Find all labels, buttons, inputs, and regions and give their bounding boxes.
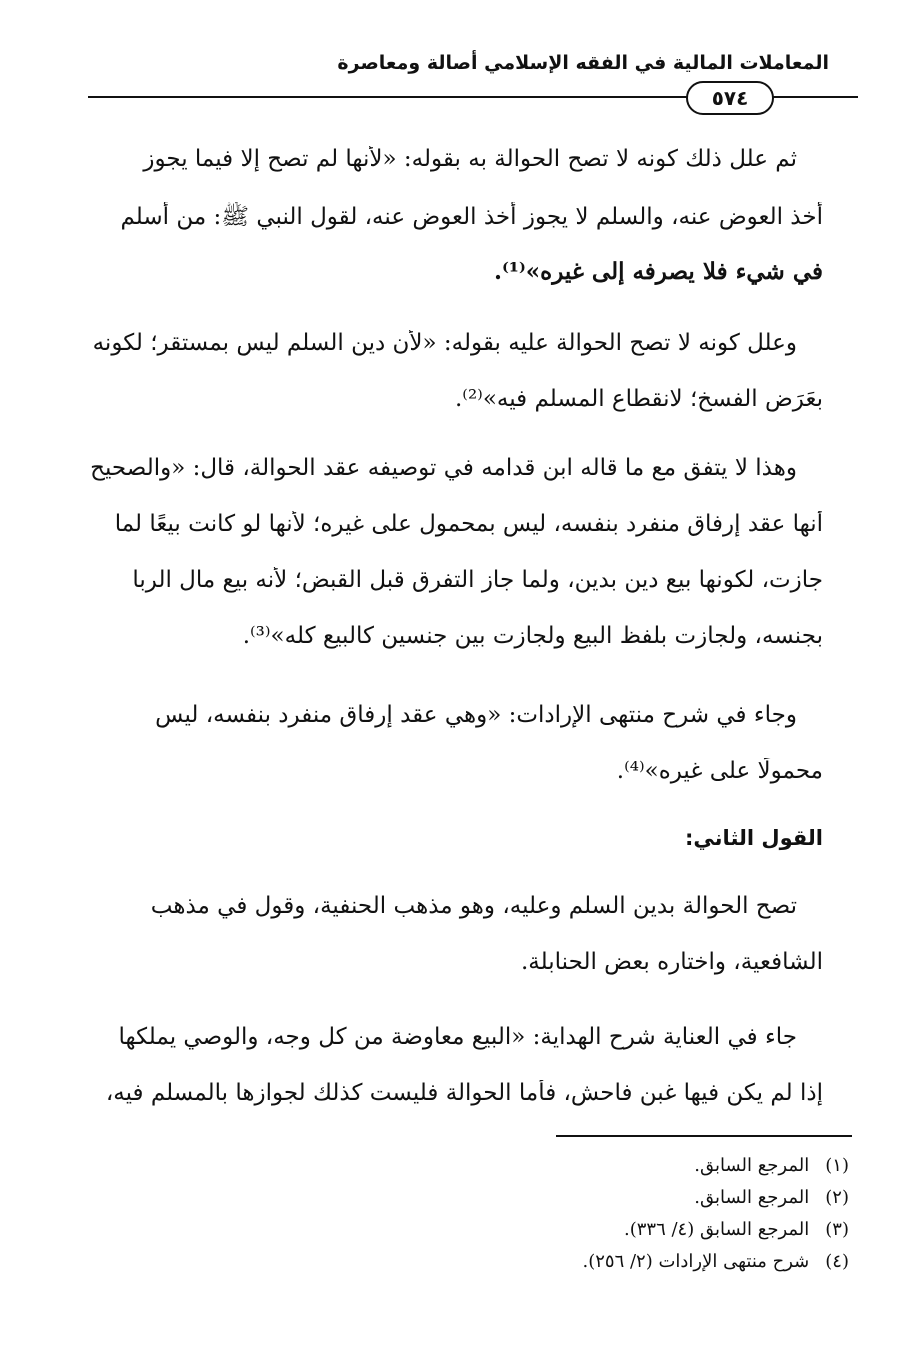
paragraph-line: وعلل كونه لا تصح الحوالة عليه بقوله: «لأن دين السلم ليس بمستقر؛ لكونه <box>92 330 797 356</box>
paragraph-line: تصح الحوالة بدين السلم وعليه، وهو مذهب الحنفية، وقول في مذهب <box>150 893 797 919</box>
footnote-item <box>429 1214 849 1246</box>
paragraph-line: وجاء في شرح منتهى الإرادات: «وهي عقد إرفاق منفرد بنفسه، ليس <box>155 702 797 728</box>
footnotes <box>429 1150 849 1278</box>
footnote-text: المرجع السابق. <box>694 1187 810 1208</box>
paragraph-line: وهذا لا يتفق مع ما قاله ابن قدامه في توصيفه عقد الحوالة، قال: «والصحيح <box>90 455 797 481</box>
paragraph-line: ثم علل ذلك كونه لا تصح الحوالة به بقوله: «لأنها لم تصح إلا فيما يجوز <box>143 146 797 172</box>
footnote-item <box>429 1246 849 1278</box>
page-number-badge: ٥٧٤ <box>686 81 774 115</box>
paragraph-line: جاء في العناية شرح الهداية: «البيع معاوضة من كل وجه، والوصي يملكها <box>118 1024 797 1050</box>
paragraph-line: الشافعية، واختاره بعض الحنابلة. <box>521 949 823 975</box>
section-subheading: القول الثاني: <box>685 826 823 850</box>
footnote-item <box>429 1182 849 1214</box>
paragraph-line: محمولًا على غيره»⁽⁴⁾. <box>616 758 823 784</box>
paragraph-line: أنها عقد إرفاق منفرد بنفسه، ليس بمحمول على غيره؛ لأنها لو كانت بيعًا لما <box>114 511 823 537</box>
footnote-text: المرجع السابق. <box>694 1155 810 1176</box>
footnote-text: المرجع السابق (٤/ ٣٣٦). <box>623 1219 810 1240</box>
running-header-title: المعاملات المالية في الفقه الإسلامي أصالة ومعاصرة <box>337 52 829 74</box>
footnote-separator <box>556 1135 852 1137</box>
footnote-number: (٤) <box>825 1251 849 1272</box>
paragraph-line: أخذ العوض عنه، والسلم لا يجوز أخذ العوض عنه، لقول النبي ﷺ: من أسلم <box>120 204 823 230</box>
paragraph-line: إذا لم يكن فيها غبن فاحش، فأما الحوالة فليست كذلك لجوازها بالمسلم فيه، <box>105 1080 823 1106</box>
footnote-number: (١) <box>825 1155 849 1176</box>
footnote-text: شرح منتهى الإرادات (٢/ ٢٥٦). <box>582 1251 810 1272</box>
paragraph-line: جازت، لكونها بيع دين بدين، ولما جاز التفرق قبل القبض؛ لأنه بيع مال الربا <box>132 567 823 593</box>
paragraph-line: بجنسه، ولجازت بلفظ البيع ولجازت بين جنسين كالبيع كله»⁽³⁾. <box>242 623 823 649</box>
footnote-item <box>429 1150 849 1182</box>
paragraph-line: في شيء فلا يصرفه إلى غيره»⁽¹⁾. <box>494 258 823 285</box>
footnote-number: (٣) <box>825 1219 849 1240</box>
footnote-number: (٢) <box>825 1187 849 1208</box>
paragraph-line: بعَرَض الفسخ؛ لانقطاع المسلم فيه»⁽²⁾. <box>454 386 823 412</box>
